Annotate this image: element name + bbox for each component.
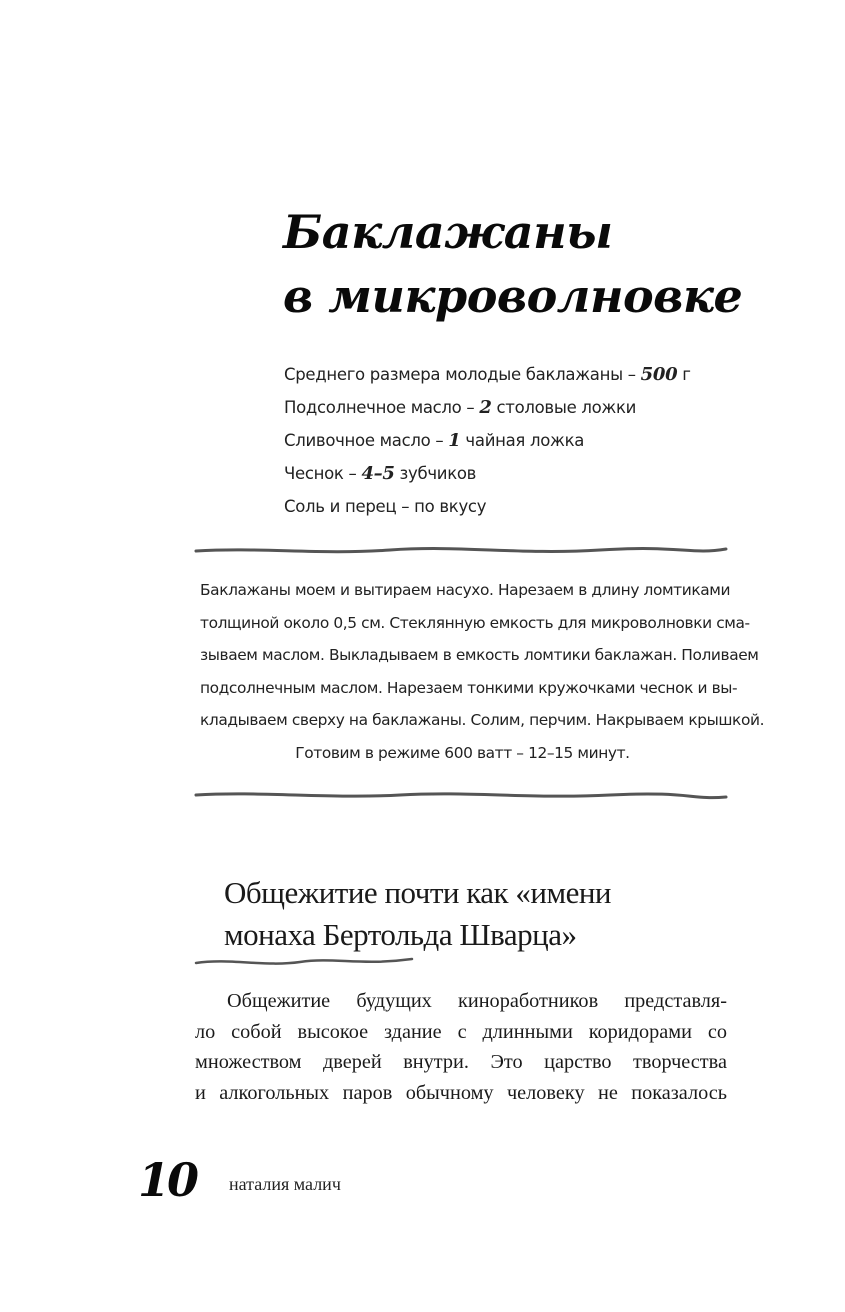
ingredient-unit: г (677, 365, 691, 384)
recipe-title-line: Баклажаны (283, 205, 613, 259)
ingredient-text: Чеснок – (284, 464, 362, 483)
ingredient-quantity: 4–5 (361, 463, 395, 484)
ingredient-unit: зубчиков (394, 464, 477, 483)
ingredient-unit: столовые ложки (491, 398, 637, 417)
ingredient-text: Соль и перец – по вкусу (284, 497, 487, 516)
body-paragraph (195, 986, 727, 1108)
method-line: Готовим в режиме 600 ватт – 12–15 минут. (295, 743, 630, 762)
body-line: ло собой высокое здание с длинными коридорами со (195, 1020, 727, 1043)
recipe-method (200, 574, 765, 769)
section-heading-line: Общежитие почти как «имени (224, 875, 612, 910)
wavy-divider-bottom (196, 794, 726, 798)
wavy-divider-top (196, 549, 726, 552)
running-footer-author: наталия малич (229, 1174, 341, 1194)
ingredient-text: Сливочное масло – (284, 431, 449, 450)
method-line: зываем маслом. Выкладываем в емкость ломтики баклажан. Поливаем (200, 646, 759, 664)
section-heading-line: монаха Бертольда Шварца» (224, 917, 577, 952)
method-line: толщиной около 0,5 см. Стеклянную емкость для микроволновки сма- (200, 613, 750, 632)
method-line: Баклажаны моем и вытираем насухо. Нарезаем в длину ломтиками (200, 581, 731, 599)
body-line: и алкогольных паров обычному человеку не показалось (195, 1081, 727, 1104)
section-heading (224, 872, 724, 956)
wavy-underline (196, 959, 412, 964)
ingredient-quantity: 500 (640, 364, 678, 385)
ingredient-unit: чайная ложка (460, 431, 585, 450)
ingredient-quantity: 2 (479, 397, 492, 418)
body-line: множеством дверей внутри. Это царство творчества (195, 1051, 727, 1073)
ingredient-text: Подсолнечное масло – (284, 398, 480, 417)
recipe-title-line: в микроволновке (283, 269, 743, 323)
method-line: подсолнечным маслом. Нарезаем тонкими кружочками чеснок и вы- (200, 678, 738, 697)
body-line: Общежитие будущих киноработников представля- (227, 990, 727, 1012)
method-line: кладываем сверху на баклажаны. Солим, перчим. Накрываем крышкой. (200, 711, 765, 729)
ingredient-text: Среднего размера молодые баклажаны – (284, 365, 641, 384)
ingredient-quantity: 1 (448, 430, 461, 451)
page-number: 10 (138, 1153, 197, 1207)
